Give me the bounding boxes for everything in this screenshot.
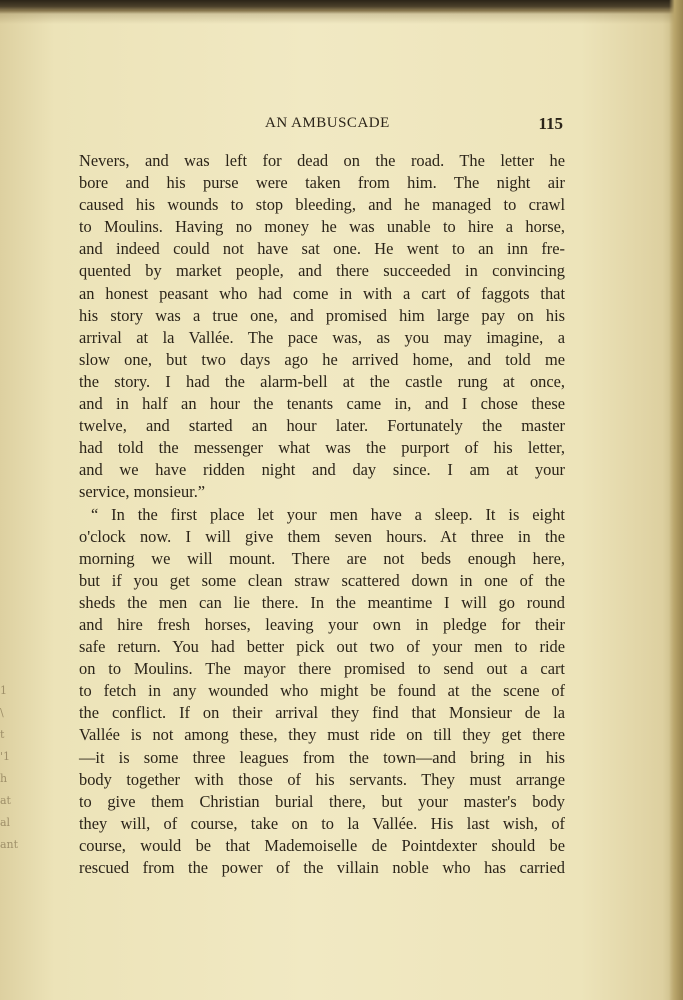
text-line: Vallée is not among these, they must ride on till they get there [79,725,565,745]
text-line: course, would be that Mademoiselle de Pointdexter should be [79,835,565,855]
left-margin-bleed-through [0,680,19,900]
bleed-glyph: h [0,772,8,785]
text-line: to Moulins. Having no money he was unable to hire a horse, [79,217,565,237]
text-line: “ In the first place let your men have a sleep. It is eight [91,504,565,524]
text-line: rescued from the power of the villain noble who has carried [79,858,565,877]
bleed-glyph: '1 [0,750,11,763]
text-line: and hire fresh horses, leaving your own in pledge for their [79,614,565,634]
text-line: arrival at la Vallée. The pace was, as you may imagine, a [79,327,565,347]
text-line: bore and his purse were taken from him. The night air [79,173,565,193]
text-line: they will, of course, take on to la Vallée. His last wish, of [79,813,565,833]
text-line: slow one, but two days ago he arrived home, and told me [79,349,565,369]
text-line: to give them Christian burial there, but your master's body [79,791,565,811]
text-line: his story was a true one, and promised him large pay on his [79,305,565,325]
text-line: an honest peasant who had come in with a cart of faggots that [79,283,565,303]
text-line: caused his wounds to stop bleeding, and he managed to crawl [79,195,565,215]
text-line: twelve, and started an hour later. Fortunately the master [79,416,565,436]
text-line: service, monsieur.” [79,482,206,502]
bleed-glyph: 1 [0,684,7,697]
page-header [79,114,565,136]
bleed-glyph: ant [0,838,19,851]
text-line: sheds the men can lie there. In the meantime I will go round [79,592,565,612]
text-line: but if you get some clean straw scattered down in one of the [79,570,565,590]
bleed-glyph: at [0,794,11,807]
text-line: had told the messenger what was the purport of his letter, [79,438,565,458]
bleed-glyph: al [0,816,11,829]
page-top-shadow [0,10,683,24]
page-number: 115 [538,114,563,133]
text-line: to fetch in any wounded who might be found at the scene of [79,681,565,701]
running-head: AN AMBUSCADE [265,115,390,131]
text-line: o'clock now. I will give them seven hours. At three in the [79,526,565,546]
bleed-glyph: t [0,728,5,741]
text-line: and we have ridden night and day since. I am at your [79,460,565,480]
text-line: quented by market people, and there succeeded in convincing [79,261,565,281]
text-line: —it is some three leagues from the town—and bring in his [79,747,565,767]
text-line: and indeed could not have sat one. He went to an inn fre- [79,239,565,259]
page-binding-edge [669,0,683,1000]
text-line: morning we will mount. There are not beds enough here, [79,548,565,568]
text-line: body together with those of his servants. They must arrange [79,769,565,789]
text-line: on to Moulins. The mayor there promised to send out a cart [79,659,565,679]
text-line: and in half an hour the tenants came in, and I chose these [79,394,565,414]
bleed-glyph: \ [0,706,4,719]
text-line: Nevers, and was left for dead on the road. The letter he [79,151,565,170]
text-line: the story. I had the alarm-bell at the castle rung at once, [79,371,565,391]
text-line: the conflict. If on their arrival they find that Monsieur de la [79,703,565,723]
body-text [79,150,565,879]
text-line: safe return. You had better pick out two of your men to ride [79,637,565,657]
